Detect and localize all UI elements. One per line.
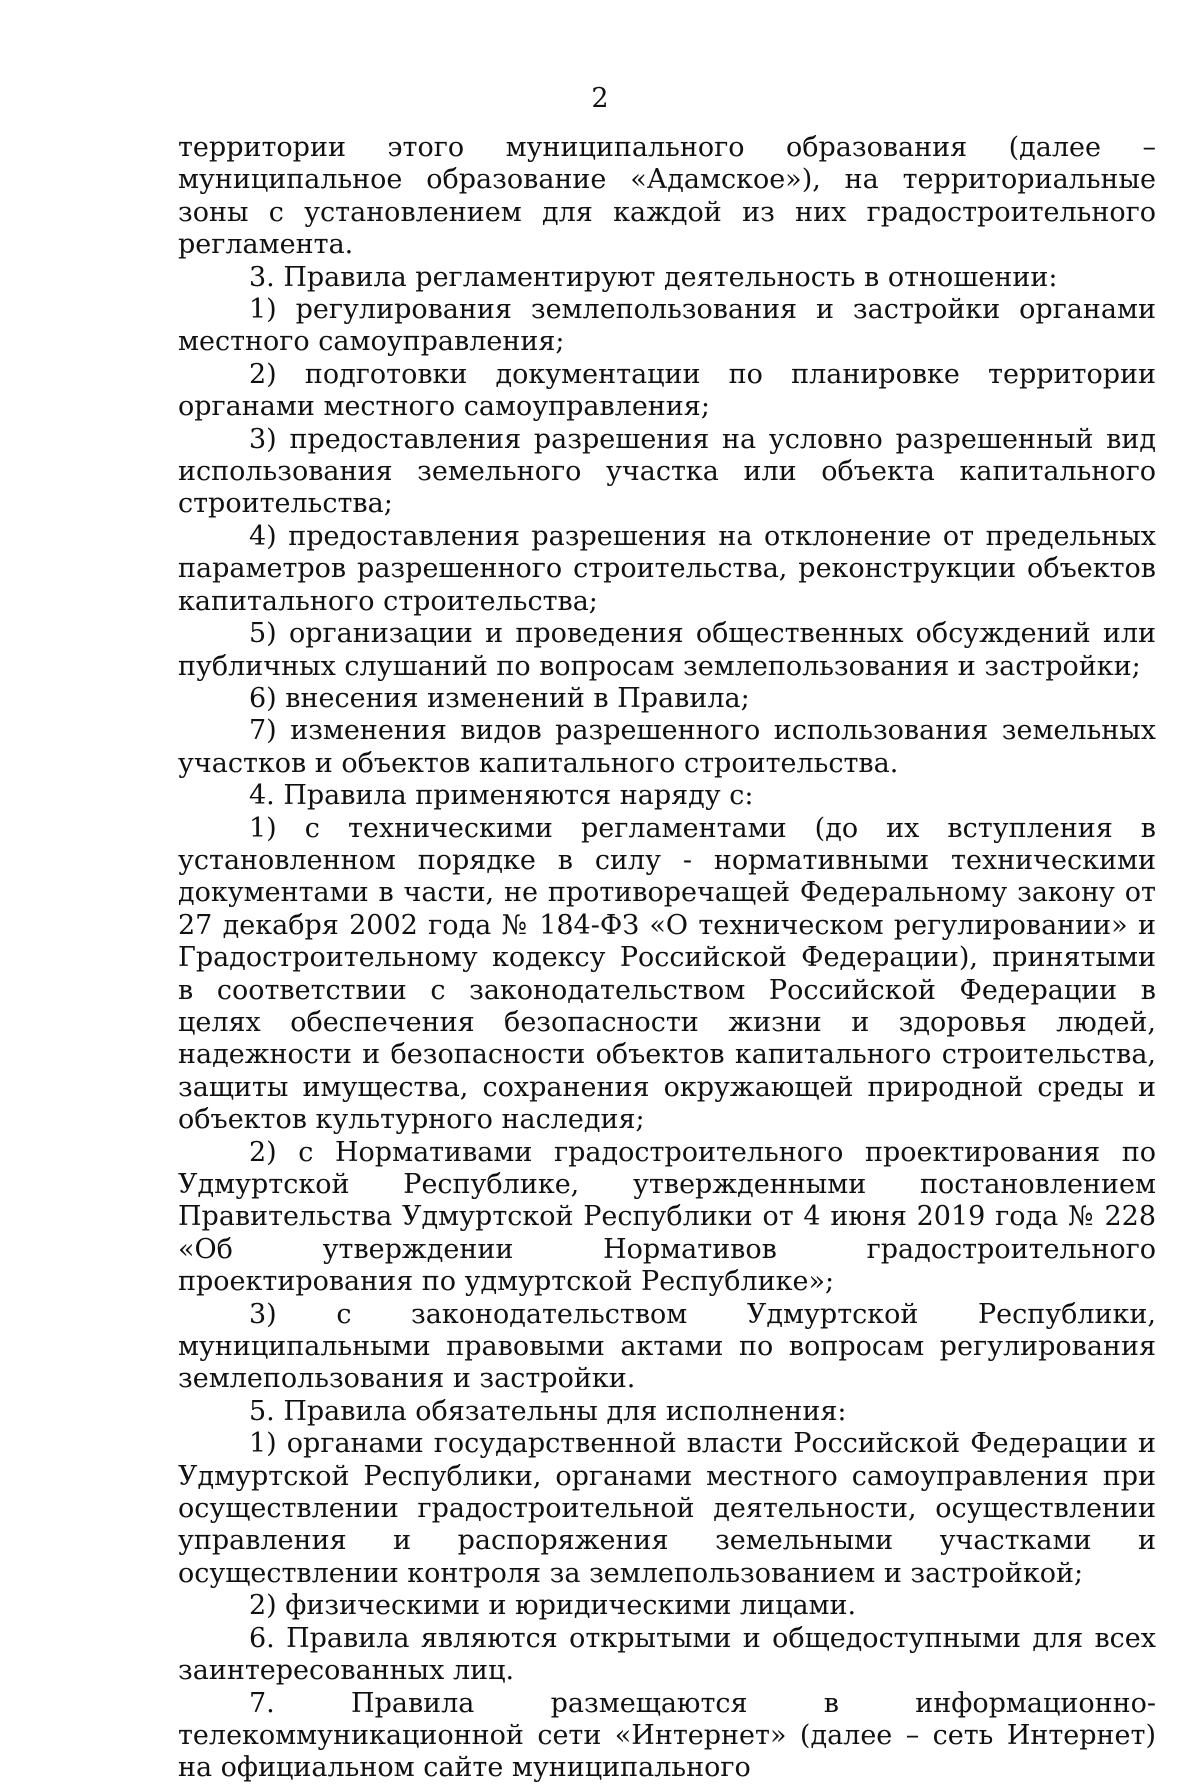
paragraph: 5. Правила обязательны для исполнения:	[249, 1395, 847, 1427]
paragraph: 1) органами государственной власти Российской Федерации и Удмуртской Республики, органами местного самоуправления при осуществлении градостроительной деятельности, осуществлении управления и распоряжения земельными участками и осуществлении контроля за землепользованием и застройкой;	[178, 1428, 1156, 1589]
document-body	[178, 132, 1156, 1785]
paragraph: 3) с законодательством Удмуртской Республики, муниципальными правовыми актами по вопросам регулирования землепользования и застройки.	[178, 1298, 1156, 1395]
paragraph: 5) организации и проведения общественных обсуждений или публичных слушаний по вопросам землепользования и застройки;	[178, 618, 1156, 682]
paragraph: 2) физическими и юридическими лицами.	[249, 1590, 857, 1622]
paragraph: 7) изменения видов разрешенного использования земельных участков и объектов капитального строительства.	[178, 715, 1156, 779]
paragraph: 6. Правила являются открытыми и общедоступными для всех заинтересованных лиц.	[178, 1622, 1156, 1687]
paragraph: территории этого муниципального образования (далее – муниципальное образование «Адамское»), на территориальные зоны с установлением для каждой из них градостроительного регламента.	[178, 132, 1156, 261]
paragraph: 1) с техническими регламентами (до их вступления в установленном порядке в силу - нормативными техническими документами в части, не противоречащей Федеральному закону от 27 декабря 2002 года № 184-ФЗ «О техническом регулировании» и Градостроительному кодексу Российской Федерации), принятыми в соответствии с законодательством Российской Федерации в целях обеспечения безопасности жизни и здоровья людей, надежности и безопасности объектов капитального строительства, защиты имущества, сохранения окружающей природной среды и объектов культурного наследия;	[178, 812, 1156, 1136]
paragraph: 2) подготовки документации по планировке территории органами местного самоуправления;	[178, 358, 1156, 423]
paragraph: 3. Правила регламентируют деятельность в отношении:	[249, 261, 1058, 293]
paragraph: 2) с Нормативами градостроительного проектирования по Удмуртской Республике, утвержденными постановлением Правительства Удмуртской Республики от 4 июня 2019 года № 228 «Об утверждении Нормативов градостроительного проектирования по удмуртской Республике»;	[178, 1136, 1156, 1298]
paragraph: 4. Правила применяются наряду с:	[249, 780, 754, 812]
page-number: 2	[591, 83, 609, 114]
paragraph: 3) предоставления разрешения на условно разрешенный вид использования земельного участка или объекта капитального строительства;	[178, 423, 1156, 520]
paragraph: 4) предоставления разрешения на отклонение от предельных параметров разрешенного строительства, реконструкции объектов капитального строительства;	[178, 520, 1156, 617]
paragraph: 6) внесения изменений в Правила;	[249, 682, 750, 714]
paragraph: 7. Правила размещаются в информационно-телекоммуникационной сети «Интернет» (далее – сеть Интернет) на официальном сайте муниципального	[178, 1687, 1156, 1784]
paragraph: 1) регулирования землепользования и застройки органами местного самоуправления;	[178, 294, 1156, 358]
